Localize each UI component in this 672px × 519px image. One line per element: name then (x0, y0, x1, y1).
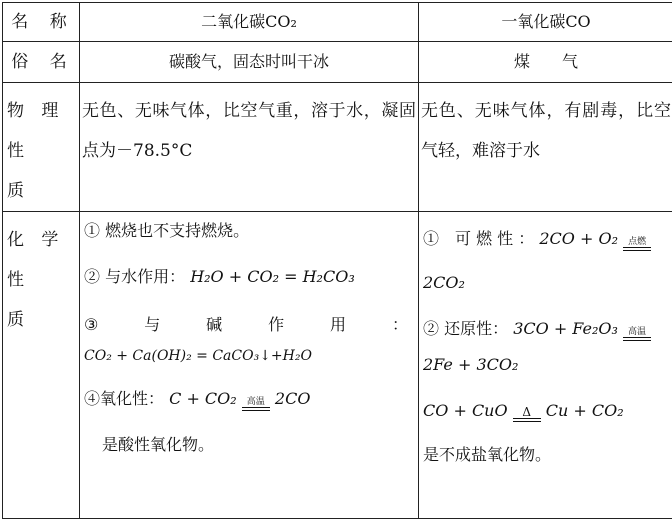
common-name-label: 俗 名 (3, 42, 80, 83)
common-name-co2: 碳酸气，固态时叫干冰 (80, 42, 419, 83)
co2-item2 (84, 266, 418, 314)
co2-item4-arrow (242, 397, 270, 411)
physical-co2: 无色、无味气体，比空气重，溶于水，凝固点为－78.5°C (80, 83, 419, 212)
co-item1-condition: 点燃 (623, 237, 651, 247)
physical-row (3, 83, 672, 212)
co-item1-arrow (623, 237, 651, 251)
equals-sign-icon (623, 337, 651, 341)
co-item2-lhs: 3CO + Fe₂O₃ (513, 319, 618, 338)
co2-item4 (84, 388, 418, 434)
co2-item1: ① 燃烧也不支持燃烧。 (84, 220, 418, 266)
co-item2-text: ② 还原性： (423, 319, 508, 338)
equals-sign-icon (623, 247, 651, 251)
co2-item3-word: 作 (268, 314, 284, 336)
co-item1-rhs: 2CO₂ (423, 273, 465, 292)
co-item3-rhs: Cu + CO₂ (546, 401, 624, 420)
physical-label-line2: 质 (7, 171, 79, 211)
co-item2-product (423, 354, 672, 400)
chemical-co2 (80, 212, 419, 519)
co2-item3-equation: CO₂ + Ca(OH)₂ = CaCO₃↓+H₂O (84, 348, 312, 364)
co-item2 (423, 318, 672, 354)
co2-summary: 是酸性氧化物。 (84, 434, 418, 474)
co2-item3-word: 用 (330, 314, 346, 336)
chemical-label-line2: 质 (7, 300, 79, 340)
physical-label (3, 83, 80, 212)
comparison-table (2, 2, 672, 519)
co2-item3-word: ： (392, 314, 408, 336)
header-row (3, 3, 672, 42)
co-item2-arrow (623, 327, 651, 341)
co2-item2-equation: H₂O + CO₂ = H₂CO₃ (190, 267, 355, 286)
header-name-label: 名 称 (3, 3, 80, 42)
co2-item3-word: 与 (144, 314, 160, 336)
co-item1 (423, 228, 672, 272)
co2-item4-text: ④氧化性： (84, 389, 164, 408)
co2-item3 (84, 314, 418, 344)
chemical-co (419, 212, 672, 519)
co2-item4-rhs: 2CO (275, 389, 311, 408)
co-item3-arrow (513, 406, 541, 422)
co-item1-product (423, 272, 672, 318)
chemical-label (3, 212, 80, 519)
common-name-row (3, 42, 672, 83)
co-item3-condition: Δ (513, 406, 541, 418)
co2-item2-text: ② 与水作用： (84, 267, 185, 286)
physical-label-line1: 物 理 性 (7, 91, 79, 171)
co2-item3-words (84, 314, 418, 336)
chemical-row (3, 212, 672, 519)
physical-co: 无色、无味气体，有剧毒，比空气轻，难溶于水 (419, 83, 672, 212)
co-item1-lhs: 2CO + O₂ (539, 229, 618, 248)
common-name-co: 煤 气 (419, 42, 672, 83)
chemical-label-line1: 化 学 性 (7, 220, 79, 300)
co2-item4-lhs: C + CO₂ (169, 389, 237, 408)
equals-sign-icon (242, 407, 270, 411)
co2-item3-eq-line (84, 344, 418, 388)
co-item2-rhs: 2Fe + 3CO₂ (423, 355, 518, 374)
co-item3-lhs: CO + CuO (423, 401, 508, 420)
co2-item3-word: ③ (84, 314, 98, 336)
header-co2-title: 二氧化碳CO₂ (80, 3, 419, 42)
co2-item4-condition: 高温 (242, 397, 270, 407)
co-item3 (423, 400, 672, 444)
co-item1-text: ① 可 燃 性 ： (423, 229, 534, 248)
header-co-title: 一氧化碳CO (419, 3, 672, 42)
co-item2-condition: 高温 (623, 327, 651, 337)
co2-item3-word: 碱 (206, 314, 222, 336)
co-summary: 是不成盐氧化物。 (423, 444, 672, 478)
